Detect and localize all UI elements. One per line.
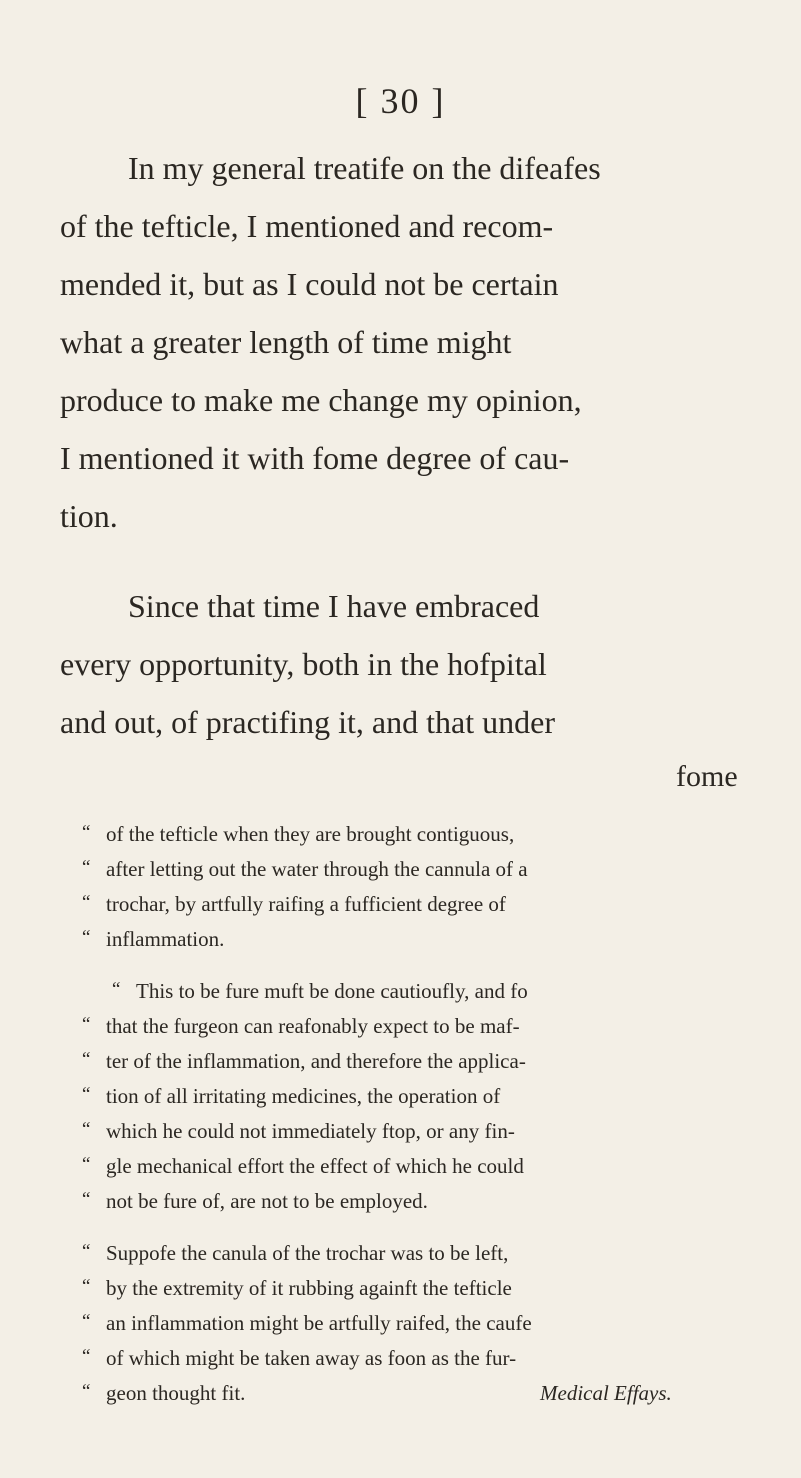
quote-mark: “ (82, 1346, 91, 1367)
para1-line-4: what a greater length of time might (60, 324, 512, 360)
para1-line-1: In my general treatife on the difeafes (128, 150, 601, 186)
page-number-header: [ 30 ] (355, 81, 446, 121)
quote-mark: “ (82, 857, 91, 878)
note-text: of the tefticle when they are brought contiguous, (106, 822, 515, 846)
note2-line-3 (82, 1049, 526, 1074)
para1-line-3: mended it, but as I could not be certain (60, 266, 559, 302)
note-text: This to be fure muft be done cautioufly, and fo (136, 979, 528, 1003)
quote-mark: “ (82, 1311, 91, 1332)
note-text: that the furgeon can reafonably expect to be maf- (106, 1014, 520, 1038)
quote-mark: “ (82, 1276, 91, 1297)
note3-line-3 (82, 1311, 532, 1336)
note2-line-7 (82, 1189, 428, 1214)
quote-mark: “ (82, 1154, 91, 1175)
quote-mark: “ (82, 927, 91, 948)
note2-line-5 (82, 1119, 515, 1144)
para2-line-1: Since that time I have embraced (128, 588, 540, 624)
para1-line-6: I mentioned it with fome degree of cau- (60, 440, 570, 476)
note2-line-6 (82, 1154, 524, 1179)
quote-mark: “ (82, 892, 91, 913)
note-text: of which might be taken away as foon as the fur- (106, 1346, 517, 1370)
quote-mark: “ (112, 979, 121, 1000)
quote-mark: “ (82, 1119, 91, 1140)
note2-line-1 (112, 979, 528, 1004)
note-text: which he could not immediately ftop, or any fin- (106, 1119, 515, 1143)
note3-line-4 (82, 1346, 516, 1371)
catchword: fome (676, 760, 738, 793)
quote-mark: “ (82, 1381, 91, 1402)
note2-line-4 (82, 1084, 500, 1109)
quote-mark: “ (82, 822, 91, 843)
para2-line-2: every opportunity, both in the hofpital (60, 646, 547, 682)
para1-line-7: tion. (60, 498, 118, 534)
note2-line-2 (82, 1014, 520, 1039)
note-text: tion of all irritating medicines, the operation of (106, 1084, 501, 1108)
note1-line-4 (82, 927, 224, 952)
note-text: an inflammation might be artfully raifed, the caufe (106, 1311, 532, 1335)
note-text: gle mechanical effort the effect of which he could (106, 1154, 524, 1178)
note-text: trochar, by artfully raifing a fufficient degree of (106, 892, 506, 916)
note-text: inflammation. (106, 927, 225, 951)
quote-mark: “ (82, 1014, 91, 1035)
note-text: by the extremity of it rubbing againft the tefticle (106, 1276, 512, 1300)
note-text: not be fure of, are not to be employed. (106, 1189, 428, 1213)
note1-line-3 (82, 892, 506, 917)
note-text: after letting out the water through the cannula of a (106, 857, 528, 881)
note1-line-1 (82, 822, 514, 847)
note-text: geon thought fit. (106, 1381, 246, 1405)
note3-line-5 (82, 1381, 245, 1406)
note3-line-2 (82, 1276, 512, 1301)
note-text: Suppofe the canula of the trochar was to be left, (106, 1241, 509, 1265)
quote-mark: “ (82, 1049, 91, 1070)
quote-mark: “ (82, 1189, 91, 1210)
note-text: ter of the inflammation, and therefore the applica- (106, 1049, 526, 1073)
quote-mark: “ (82, 1084, 91, 1105)
source-citation: Medical Effays. (540, 1381, 672, 1405)
quote-mark: “ (82, 1241, 91, 1262)
note3-line-1 (82, 1241, 508, 1266)
para2-line-3: and out, of practifing it, and that under (60, 704, 555, 740)
para1-line-5: produce to make me change my opinion, (60, 382, 582, 418)
note1-line-2 (82, 857, 528, 882)
para1-line-2: of the tefticle, I mentioned and recom- (60, 208, 554, 244)
